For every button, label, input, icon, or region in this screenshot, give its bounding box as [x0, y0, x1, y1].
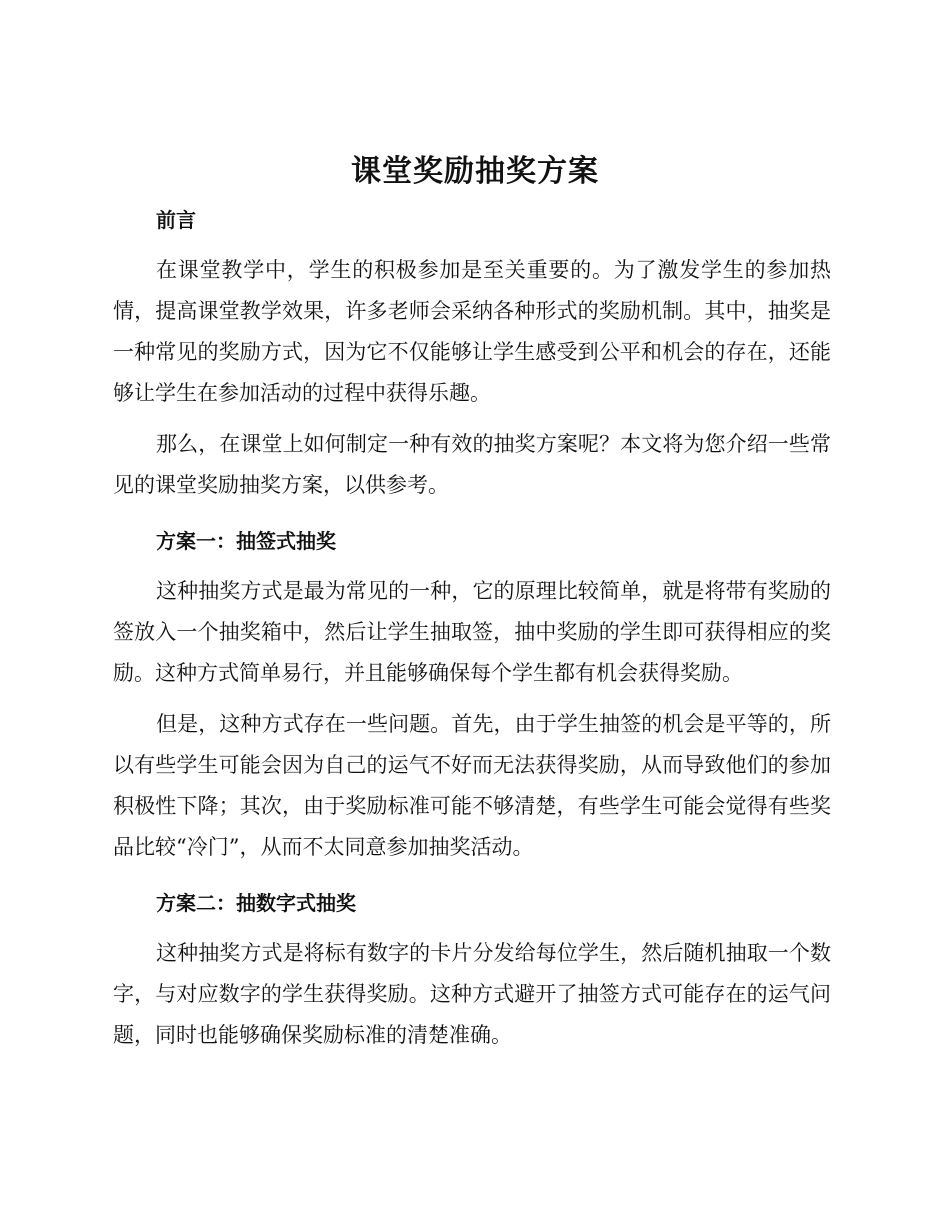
paragraph: 但是，这种方式存在一些问题。首先，由于学生抽签的机会是平等的，所以有些学生可能会因为自己的运气不好而无法获得奖励，从而导致他们的参加积极性下降；其次，由于奖励标准可能不够清楚，有些学生可能会觉得有些奖品比较“冷门”，从而不太同意参加抽奖活动。	[113, 712, 831, 859]
section-heading-plan-1: 方案一：抽签式抽奖	[156, 529, 336, 553]
paragraph: 这种抽奖方式是将标有数字的卡片分发给每位学生，然后随机抽取一个数字，与对应数字的学生获得奖励。这种方式避开了抽签方式可能存在的运气问题，同时也能够确保奖励标准的清楚准确。	[113, 941, 831, 1047]
paragraph: 这种抽奖方式是最为常见的一种，它的原理比较简单，就是将带有奖励的签放入一个抽奖箱中，然后让学生抽取签，抽中奖励的学生即可获得相应的奖励。这种方式简单易行，并且能够确保每个学生都有机会获得奖励。	[113, 579, 831, 685]
paragraph: 在课堂教学中，学生的积极参加是至关重要的。为了激发学生的参加热情，提高课堂教学效果，许多老师会采纳各种形式的奖励机制。其中，抽奖是一种常见的奖励方式，因为它不仅能够让学生感受到公平和机会的存在，还能够让学生在参加活动的过程中获得乐趣。	[113, 258, 831, 405]
section-heading-plan-2: 方案二：抽数字式抽奖	[156, 891, 356, 915]
document-title: 课堂奖励抽奖方案	[351, 154, 599, 189]
paragraph: 那么，在课堂上如何制定一种有效的抽奖方案呢？本文将为您介绍一些常见的课堂奖励抽奖方案，以供参考。	[113, 432, 831, 497]
document-body	[113, 200, 831, 1056]
section-heading-preface: 前言	[156, 208, 196, 232]
